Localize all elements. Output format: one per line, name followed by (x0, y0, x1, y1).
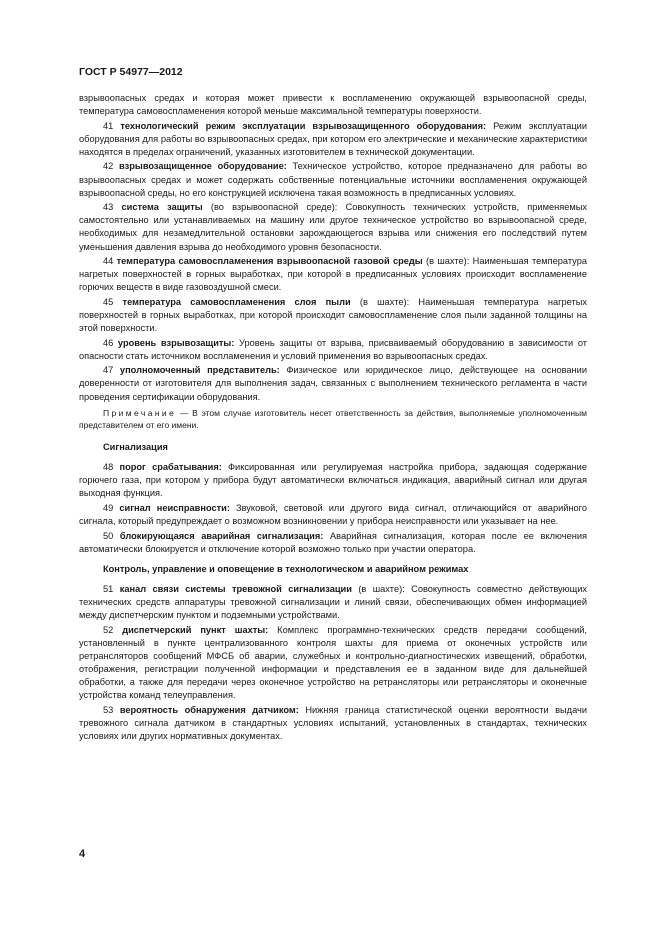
term-definition: Фиксированная или регулируемая настройка прибора, задающая содержание горючего газа, при котором у прибора будут автоматически включаться индикация, аварийный сигнал или другая выходная функция. (79, 462, 587, 499)
term-title: сигнал неисправности: (119, 502, 230, 513)
term-title: температура самовоспламенения взрывоопасной газовой среды (116, 256, 423, 267)
section-heading-signaling: Сигнализация (103, 442, 168, 453)
term-number: 46 (103, 337, 114, 348)
intro-paragraph: взрывоопасных средах и которая может привести к воспламенению окружающей взрывоопасной среды, температура самовоспламенения которой меньше максимальной температуры поверхности. (79, 93, 587, 117)
term-title: вероятность обнаружения датчиком: (119, 704, 299, 715)
note-label: Примечание (103, 407, 177, 418)
term-title: диспетчерский пункт шахты: (122, 624, 269, 635)
term-44 (79, 255, 587, 294)
term-number: 47 (103, 365, 114, 376)
term-50 (79, 530, 587, 556)
term-definition: Аварийная сигнализация, которая после ее включения автоматически блокируется и отключение которой возможно только при участии оператора. (79, 530, 587, 554)
term-definition: Физическое или юридическое лицо, действующее на основании доверенности от изготовителя для выполнения задач, связанных с выполнением технического регламента в части проведения сертификации оборудования. (79, 365, 587, 402)
term-title: технологический режим эксплуатации взрывозащищенного оборудования: (120, 120, 487, 131)
term-47 (79, 364, 587, 403)
term-number: 49 (103, 502, 114, 513)
term-title: температура самовоспламенения слоя пыли (122, 296, 351, 307)
page-body (79, 92, 587, 745)
term-title: уровень взрывозащиты: (117, 337, 235, 348)
term-49 (79, 502, 587, 528)
term-definition: Комплекс программно-технических средств передачи сообщений, установленный в пункте централизованного контроля шахты для приема от оконечных устройств или ретрансляторов сообщений МФСБ об аварии, служебных и контрольно-диагностических извещений, обработки, отображения, регистрации полученной информации и представления ее в заданном виде для дальнейшей обработки, а также для передачи через оконечное устройство на ретрансляторы или ретрансляторы и оконечные устройства команд телеуправления. (79, 624, 587, 701)
term-45 (79, 296, 587, 335)
term-title: порог срабатывания: (119, 462, 222, 473)
page-number: 4 (79, 848, 86, 860)
section-heading-control: Контроль, управление и оповещение в технологическом и аварийном режимах (103, 563, 469, 574)
document-code: ГОСТ Р 54977—2012 (79, 66, 183, 78)
term-definition: Режим эксплуатации оборудования для работы во взрывоопасных средах, при котором его электрические и механические характеристики находятся в пределах ограничений, указанных изготовителем в технической документации. (79, 120, 587, 157)
term-definition: (в шахте): Совокупность совместно действующих технических средств аппаратуры тревожной сигнализации и линий связи, обеспечивающих обмен информацией между диспетчерским пунктом и подземными устройствами. (79, 583, 587, 621)
term-number: 43 (103, 202, 114, 213)
term-number: 44 (103, 256, 114, 267)
term-title: система защиты (121, 202, 203, 213)
term-52 (79, 624, 587, 703)
term-definition: Уровень защиты от взрыва, присваиваемый оборудованию в зависимости от опасности стать источником воспламенения и условий применения во взрывоопасных средах. (79, 337, 587, 361)
term-number: 42 (103, 161, 114, 172)
term-title: взрывозащищенное оборудование: (119, 161, 287, 172)
term-title: блокирующаяся аварийная сигнализация: (119, 530, 324, 541)
term-number: 48 (103, 462, 114, 473)
term-definition: Техническое устройство, которое предназначено для работы во взрывоопасных средах и может содержать собственные потенциальные источники воспламенения окружающей взрывоопасной среды, но его конструкцией исключена такая возможность в предписанных условиях. (79, 161, 588, 198)
term-definition: Нижняя граница статистической оценки вероятности выдачи тревожного сигнала датчиком в стандартных условиях испытаний, установленных в стандартах, технических условиях или других нормативных документах. (79, 704, 588, 741)
term-number: 51 (103, 583, 114, 594)
term-46 (79, 337, 587, 363)
term-title: канал связи системы тревожной сигнализации (119, 583, 352, 594)
term-title: уполномоченный представитель: (119, 365, 280, 376)
term-51 (79, 583, 587, 622)
term-number: 52 (103, 624, 114, 635)
term-43 (79, 201, 587, 253)
term-42 (79, 160, 587, 199)
term-number: 50 (103, 530, 114, 541)
term-number: 41 (103, 120, 114, 131)
term-definition: (в шахте): Наименьшая температура нагретых поверхностей в горных выработках, при которой происходит самовоспламенение слоя пыли заданной толщины на этой поверхности. (79, 296, 588, 334)
term-definition: (в шахте): Наименьшая температура нагретых поверхностей в горных выработках, при которой в предписанных условиях происходит воспламенение горючих веществ в виде газовоздушной смеси. (79, 256, 587, 293)
term-53 (79, 704, 587, 743)
term-number: 53 (103, 704, 114, 715)
term-41 (79, 120, 587, 159)
term-48 (79, 461, 587, 500)
note-paragraph (79, 407, 587, 431)
term-number: 45 (103, 296, 114, 307)
note-text: — В этом случае изготовитель несет ответственность за действия, выполняемые уполномоченным представителем от его имени. (79, 407, 587, 430)
term-definition: Звуковой, световой или другого вида сигнал, отличающийся от аварийного сигнала, который предупреждает о возможном возникновении у прибора неисправности или указывает на нее. (79, 502, 587, 527)
term-definition: (во взрывоопасной среде): Совокупность технических устройств, применяемых самостоятельно или устанавливаемых на машину или другое техническое устройство во взрывоопасной среде, необходимых для незамедлительной остановки зарождающегося взрыва или снижения его последствий путем уменьшения давления взрыва до необходимого уровня безопасности. (79, 202, 588, 252)
